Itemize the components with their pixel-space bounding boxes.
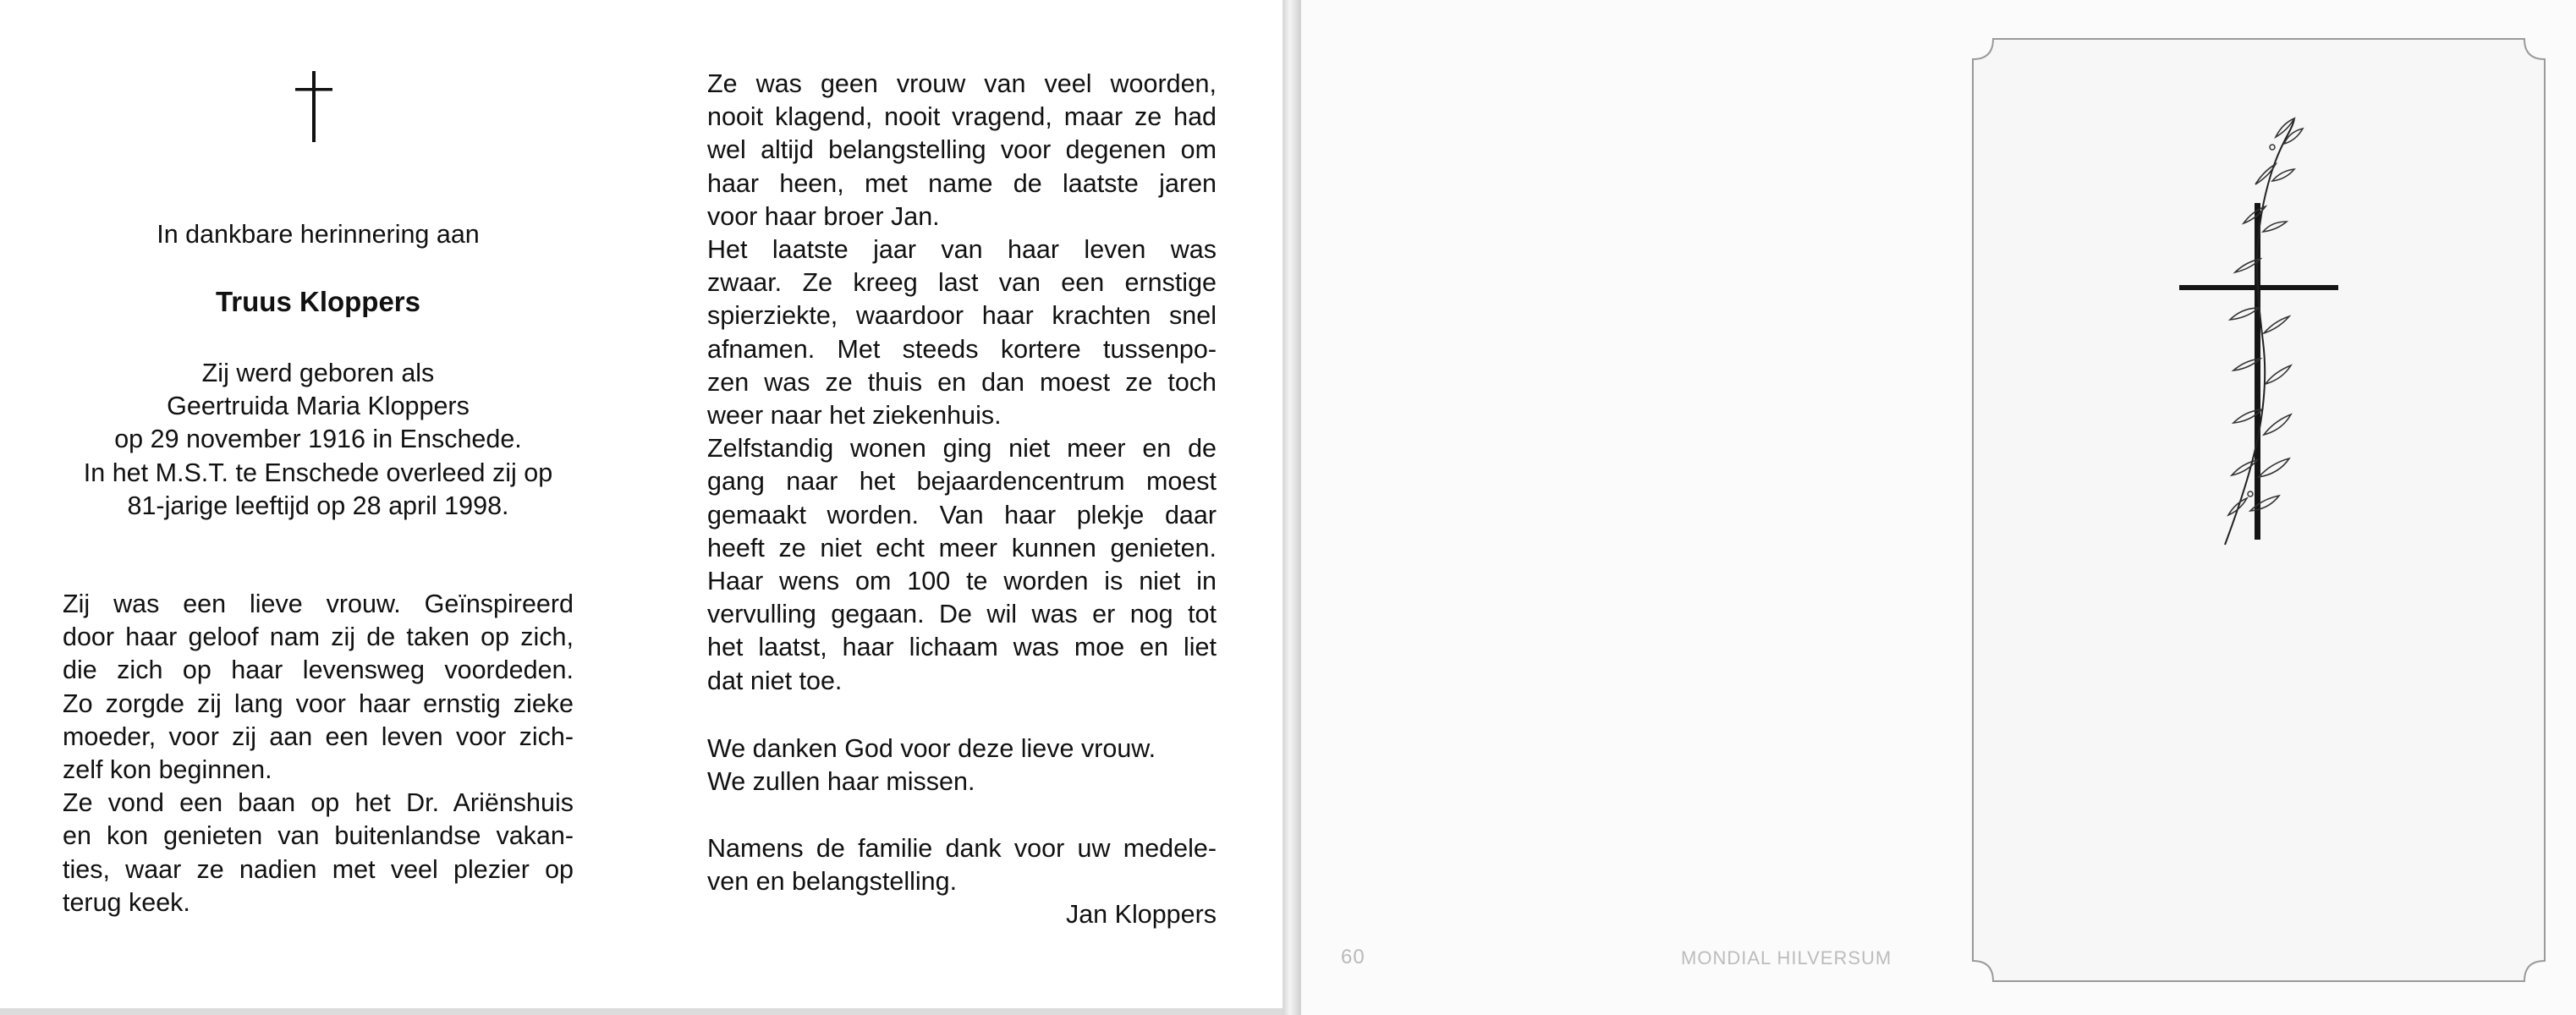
birth-line: Zij werd geboren als	[201, 359, 435, 387]
body-line: wel altijd belangstelling voor degenen om	[707, 135, 1217, 165]
cross-card	[1971, 37, 2546, 983]
body-line: vervulling gegaan. De wil was er nog tot	[707, 600, 1217, 629]
body-line: zelf kon beginnen.	[63, 755, 272, 785]
cross-icon	[295, 71, 332, 142]
book-gutter	[1283, 0, 1301, 1015]
body-line: Zelfstandig wonen ging niet meer en de	[707, 434, 1217, 464]
body-line: terug keek.	[63, 887, 190, 917]
body-line: door haar geloof nam zij de taken op zich,	[63, 623, 574, 652]
body-line: Ze vond een baan op het Dr. Ariënshuis	[63, 788, 574, 818]
body-line: het laatst, haar lichaam was moe en liet	[707, 633, 1217, 662]
body-line: zen was ze thuis en dan moest ze toch	[707, 367, 1217, 397]
body-line: Het laatste jaar van haar leven was	[707, 235, 1217, 265]
family-line: ven en belangstelling.	[707, 867, 958, 897]
family-thanks-text	[707, 832, 1217, 898]
deceased-name: Truus Kloppers	[215, 286, 421, 317]
body-line: nooit klagend, nooit vragend, maar ze had	[707, 102, 1217, 132]
thanks-line: We danken God voor deze lieve vrouw.	[707, 734, 1156, 763]
body-line: ties, waar ze nadien met veel plezier op	[63, 854, 574, 884]
body-line: dat niet toe.	[707, 666, 843, 695]
birth-line: 81-jarige leeftijd op 28 april 1998.	[127, 491, 509, 520]
body-line: moeder, voor zij aan een leven voor zich-	[63, 721, 574, 751]
body-line: die zich op haar levensweg voordeden.	[63, 656, 574, 685]
birth-line: In het M.S.T. te Enschede overleed zij op	[83, 458, 553, 487]
thanks-text	[707, 732, 1217, 798]
body-line: Zo zorgde zij lang voor haar ernstig zieke	[63, 689, 574, 718]
body-line: spierziekte, waardoor haar krachten snel	[707, 301, 1217, 331]
body-line: Ze was geen vrouw van veel woorden,	[707, 69, 1217, 98]
cross-with-olive-branch-icon	[1971, 37, 2546, 983]
family-line: Namens de familie dank voor uw medele-	[707, 834, 1217, 863]
body-line: afnamen. Met steeds kortere tussenpo-	[707, 334, 1217, 364]
body-line: weer naar het ziekenhuis.	[707, 401, 1002, 431]
birth-line: op 29 november 1916 in Enschede.	[114, 425, 522, 454]
body-line: gang naar het bejaardencentrum moest	[707, 467, 1217, 497]
birth-line: Geertruida Maria Kloppers	[167, 392, 470, 421]
body-line: Haar wens om 100 te worden is niet in	[707, 567, 1217, 596]
body-line: haar heen, met name de laatste jaren	[707, 168, 1217, 198]
body-line: voor haar broer Jan.	[707, 201, 940, 231]
body-line: Zij was een lieve vrouw. Geïnspireerd	[63, 590, 574, 618]
page-number: 60	[1341, 946, 1365, 968]
birth-details	[34, 357, 602, 523]
right-column-body-text	[707, 68, 1217, 698]
dedication-text: In dankbare herinnering aan	[157, 220, 480, 249]
signature: Jan Kloppers	[1065, 900, 1217, 929]
body-line: heeft ze niet echt meer kunnen genieten.	[707, 533, 1217, 562]
thanks-line: We zullen haar missen.	[707, 767, 975, 797]
publisher-imprint: MONDIAL HILVERSUM	[1681, 947, 1892, 968]
body-line: en kon genieten van buitenlandse vakan-	[63, 821, 574, 851]
left-body-text	[63, 588, 574, 919]
body-line: zwaar. Ze kreeg last van een ernstige	[707, 268, 1217, 298]
left-page	[0, 0, 1283, 1008]
page-edge-shadow	[0, 1008, 1283, 1015]
body-line: gemaakt worden. Van haar plekje daar	[707, 500, 1217, 529]
